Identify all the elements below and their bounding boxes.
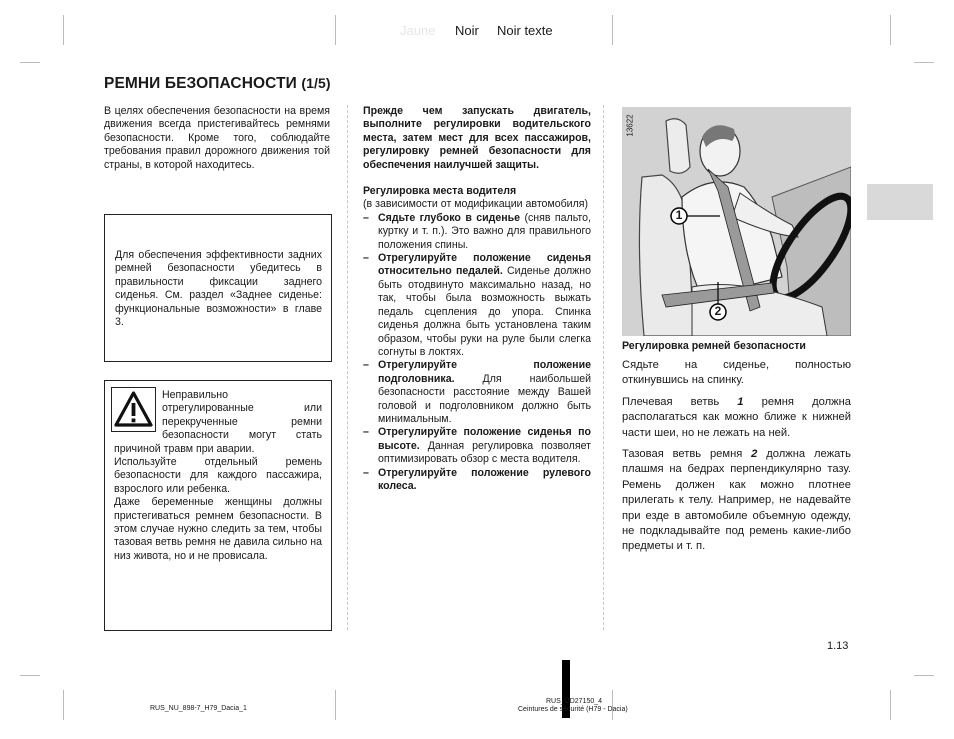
seatbelt-illustration bbox=[622, 107, 851, 336]
warning-p3: Даже беременные женщины должны пристегиваться ремнем безопасности. В этом случае нужно следить за тем, чтобы тазовая ветвь ремня не давила сильно на низ живота, но и не провисала. bbox=[114, 496, 322, 562]
warning-lead: Неправильно отрегулированные или перекрученные ремни безопасности могут стать причиной травм при аварии. bbox=[114, 389, 322, 455]
crop-mark bbox=[914, 62, 934, 63]
list-item: – Отрегулируйте положение сиденья относительно педалей. Сиденье должно быть отодвинуто максимально назад, но так, чтобы была возможность выжать педаль сцепления до упора. Спинка сиденья должна быть установлена таким образом, чтобы руки на руле были слегка согнуты в локтях. bbox=[363, 252, 591, 359]
warning-p2: Используйте отдельный ремень безопасности для каждого пассажира, взрослого или ребенка. bbox=[114, 456, 322, 495]
crop-mark bbox=[890, 690, 891, 720]
crop-mark bbox=[20, 675, 40, 676]
middle-column bbox=[363, 105, 591, 493]
driver-seatbelt-drawing bbox=[622, 107, 851, 336]
crop-mark bbox=[612, 690, 613, 720]
right-p1: Сядьте на сиденье, полностью откинувшись на спинку. bbox=[622, 359, 851, 387]
crop-mark bbox=[63, 15, 64, 45]
color-label-noir: Noir bbox=[455, 23, 479, 38]
list-item: – Сядьте глубоко в сиденье (сняв пальто, куртку и т. п.). Это важно для правильного положения спины. bbox=[363, 212, 591, 252]
note-text: Для обеспечения эффективности задних ремней безопасности убедитесь в правильности фиксации заднего сиденья. См. раздел «Заднее сиденье: функциональные возможности» в главе 3. bbox=[115, 249, 322, 329]
column-separator bbox=[347, 105, 348, 630]
page-title bbox=[104, 75, 331, 93]
section-subtitle: (в зависимости от модификации автомобиля) bbox=[363, 198, 589, 211]
note-box bbox=[104, 214, 332, 362]
crop-mark bbox=[335, 690, 336, 720]
warning-text bbox=[114, 389, 322, 563]
crop-mark bbox=[612, 15, 613, 45]
column-separator bbox=[603, 105, 604, 630]
list-item: – Отрегулируйте положение подголовника. Для наибольшей безопасности расстояние между Вашей головой и подголовником должно быть минимальным. bbox=[363, 359, 591, 426]
footer-right-2: Ceintures de sécurité (H79 - Dacia) bbox=[518, 706, 628, 713]
crop-mark bbox=[335, 15, 336, 45]
warning-box bbox=[104, 380, 332, 631]
crop-mark bbox=[890, 15, 891, 45]
color-label-jaune: Jaune bbox=[400, 23, 436, 38]
color-label-noir-texte: Noir texte bbox=[497, 23, 553, 38]
callout-2: 2 bbox=[714, 304, 722, 318]
right-p3: Тазовая ветвь ремня 2 должна лежать плашмя на бедрах перпендикулярно тазу. Ремень должен как можно плотнее прилегать к телу. Например, не надевайте при езде в автомобиле объемную одежду, не подкладывайте под ремень какие-либо предметы и т. п. bbox=[622, 448, 852, 553]
figure-caption: Регулировка ремней безопасности bbox=[622, 340, 806, 352]
page-title-part: (1/5) bbox=[301, 75, 331, 91]
crop-mark bbox=[914, 675, 934, 676]
page-title-main: РЕМНИ БЕЗОПАСНОСТИ bbox=[104, 75, 297, 92]
crop-mark bbox=[20, 62, 40, 63]
figure-ref-number: 13622 bbox=[625, 114, 635, 137]
intro-paragraph: В целях обеспечения безопасности на время движения всегда пристегивайтесь ремнями безопасности. Кроме того, соблюдайте требования правил дорожного движения той страны, в которой находитесь. bbox=[104, 105, 330, 171]
icon-spacer bbox=[114, 389, 162, 441]
footer-left: RUS_NU_898-7_H79_Dacia_1 bbox=[150, 705, 247, 712]
list-item: – Отрегулируйте положение сиденья по высоте. Данная регулировка позволяет оптимизировать обзор с места водителя. bbox=[363, 426, 591, 466]
section-title-driver-seat: Регулировка места водителя bbox=[363, 185, 517, 198]
page-number: 1.13 bbox=[827, 640, 849, 652]
crop-mark bbox=[63, 690, 64, 720]
chapter-tab bbox=[867, 184, 933, 220]
pre-start-warning: Прежде чем запускать двигатель, выполните регулировки водительского места, затем мест для всех пассажиров, регулировку ремней безопасности для обеспечения наилучшей защиты. bbox=[363, 105, 591, 171]
callout-1: 1 bbox=[675, 208, 683, 222]
footer-right-1: RUS_UD27150_4 bbox=[546, 698, 603, 705]
right-p2: Плечевая ветвь 1 ремня должна располагаться как можно ближе к нижней части шеи, но не лежать на ней. bbox=[622, 395, 851, 439]
list-item: – Отрегулируйте положение рулевого колеса. bbox=[363, 467, 591, 494]
right-column bbox=[622, 358, 851, 555]
